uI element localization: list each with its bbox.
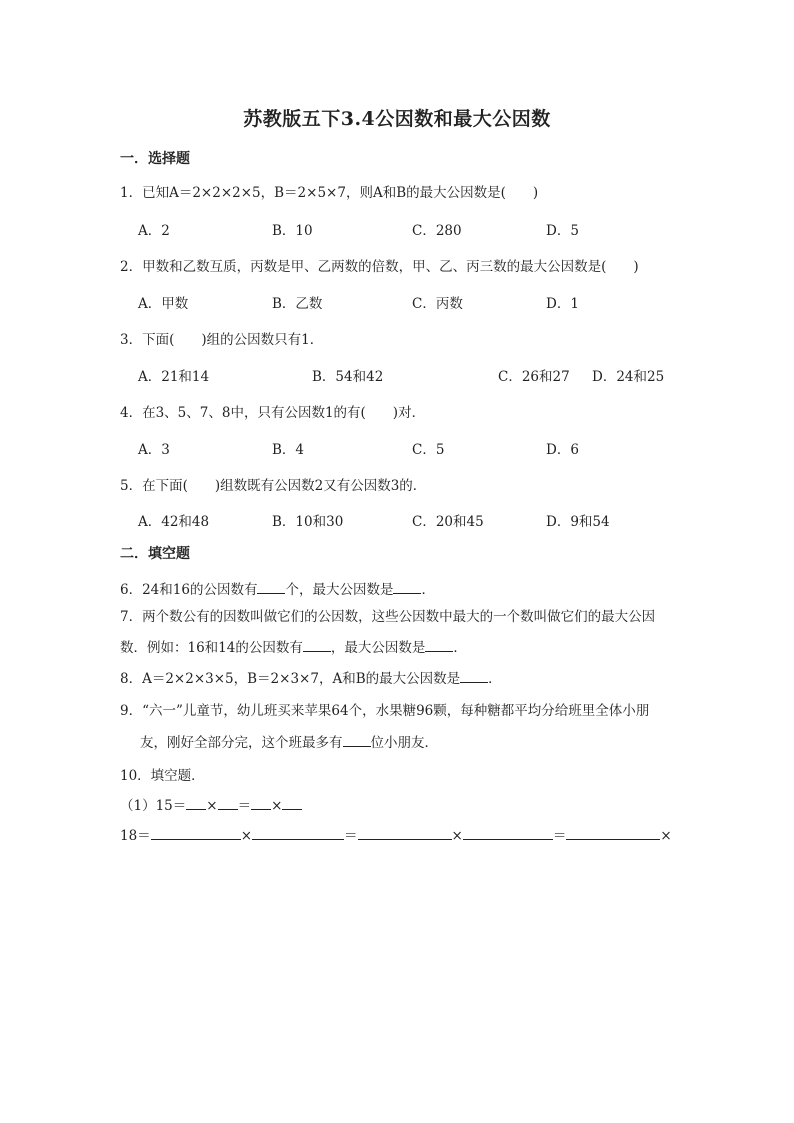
q5-option-d: D．9和54 bbox=[546, 514, 610, 530]
q10-times-5: × bbox=[660, 828, 672, 844]
q1-option-b: B．10 bbox=[272, 223, 313, 239]
q10-eq-2: ＝ bbox=[344, 828, 358, 844]
section-fill-heading: 二．填空题 bbox=[120, 546, 190, 562]
q9-blank[interactable] bbox=[343, 733, 371, 747]
question-10-text: 10．填空题． bbox=[120, 768, 205, 784]
q10-sub1-blank-2[interactable] bbox=[218, 796, 238, 810]
question-6-text bbox=[120, 578, 435, 598]
q6-part2: 个，最大公因数是 bbox=[285, 582, 394, 598]
q10-sub1-blank-3[interactable] bbox=[251, 796, 271, 810]
q10-times-4: × bbox=[451, 828, 463, 844]
q10-sub2-blank-5[interactable] bbox=[566, 826, 660, 840]
q4-option-c: C．5 bbox=[412, 442, 445, 458]
q10-sub1-blank-1[interactable] bbox=[186, 796, 206, 810]
q6-part1: 6．24和16的公因数有 bbox=[120, 582, 258, 598]
q10-sub1-label: （1）15＝ bbox=[120, 798, 187, 814]
q1-option-d: D．5 bbox=[546, 223, 579, 239]
question-7-line-1: 7．两个数公有的因数叫做它们的公因数，这些公因数中最大的一个数叫做它们的最大公因 bbox=[120, 609, 656, 625]
q10-times-1: × bbox=[206, 798, 218, 814]
q10-eq-3: ＝ bbox=[552, 828, 567, 844]
question-4-text: 4．在3、5、7、8中，只有公因数1的有( )对． bbox=[120, 405, 426, 421]
q7-line2-part3: ． bbox=[453, 640, 467, 656]
section-choice-heading: 一．选择题 bbox=[120, 151, 190, 167]
q8-blank[interactable] bbox=[460, 669, 488, 683]
q3-option-c: C．26和27 bbox=[498, 369, 570, 385]
q3-option-d: D．24和25 bbox=[592, 369, 665, 385]
q6-part3: ． bbox=[421, 582, 435, 598]
q10-sub2-label: 18＝ bbox=[120, 828, 151, 844]
q4-option-d: D．6 bbox=[546, 442, 579, 458]
question-5-text: 5．在下面( )组数既有公因数2又有公因数3的． bbox=[120, 478, 427, 494]
q7-blank-2[interactable] bbox=[425, 638, 453, 652]
q10-sub1-blank-4[interactable] bbox=[282, 796, 302, 810]
q9-line2-part2: 位小朋友． bbox=[370, 735, 438, 751]
q10-sub2-blank-3[interactable] bbox=[358, 826, 452, 840]
q2-option-c: C．丙数 bbox=[412, 296, 463, 312]
question-1-text: 1．已知A＝2×2×2×5，B＝2×5×7，则A和B的最大公因数是( ) bbox=[120, 185, 539, 201]
question-2-text: 2．甲数和乙数互质，丙数是甲、乙两数的倍数，甲、乙、丙三数的最大公因数是( ) bbox=[120, 259, 639, 275]
q7-blank-1[interactable] bbox=[303, 638, 331, 652]
q7-line2-part2: ，最大公因数是 bbox=[330, 640, 426, 656]
q3-option-b: B．54和42 bbox=[312, 369, 384, 385]
q5-option-c: C．20和45 bbox=[412, 514, 484, 530]
q4-option-b: B．4 bbox=[272, 442, 305, 458]
q10-sub2-blank-4[interactable] bbox=[463, 826, 553, 840]
question-7-line-2 bbox=[120, 636, 467, 656]
q9-line2-part1: 友，刚好全部分完，这个班最多有 bbox=[140, 735, 343, 751]
q10-sub2-row bbox=[120, 824, 672, 844]
question-8-text bbox=[120, 667, 502, 687]
q10-sub2-blank-2[interactable] bbox=[252, 826, 344, 840]
q5-option-a: A．42和48 bbox=[138, 514, 210, 530]
q1-option-a: A．2 bbox=[138, 223, 170, 239]
question-3-text: 3．下面( )组的公因数只有1． bbox=[120, 332, 324, 348]
q8-end: ． bbox=[488, 671, 502, 687]
q10-eq-1: ＝ bbox=[237, 798, 252, 814]
q6-blank-1[interactable] bbox=[257, 580, 285, 594]
q10-sub2-blank-1[interactable] bbox=[151, 826, 241, 840]
q2-option-a: A．甲数 bbox=[138, 296, 189, 312]
q4-option-a: A．3 bbox=[138, 442, 170, 458]
question-9-line-2 bbox=[140, 731, 438, 751]
q7-line2-part1: 数．例如：16和14的公因数有 bbox=[120, 640, 303, 656]
q1-option-c: C．280 bbox=[412, 223, 462, 239]
q10-times-2: × bbox=[271, 798, 283, 814]
q6-blank-2[interactable] bbox=[393, 580, 421, 594]
q5-option-b: B．10和30 bbox=[272, 514, 344, 530]
q8-text: 8．A＝2×2×3×5，B＝2×3×7，A和B的最大公因数是 bbox=[120, 671, 461, 687]
page-title: 苏教版五下3.4公因数和最大公因数 bbox=[243, 108, 551, 130]
q10-sub1-row bbox=[120, 794, 302, 814]
question-9-line-1: 9．“六一”儿童节，幼儿班买来苹果64个，水果糖96颗，每种糖都平均分给班里全体小朋 bbox=[120, 703, 650, 719]
q2-option-b: B．乙数 bbox=[272, 296, 323, 312]
q10-times-3: × bbox=[240, 828, 252, 844]
q2-option-d: D．1 bbox=[546, 296, 579, 312]
q3-option-a: A．21和14 bbox=[138, 369, 210, 385]
